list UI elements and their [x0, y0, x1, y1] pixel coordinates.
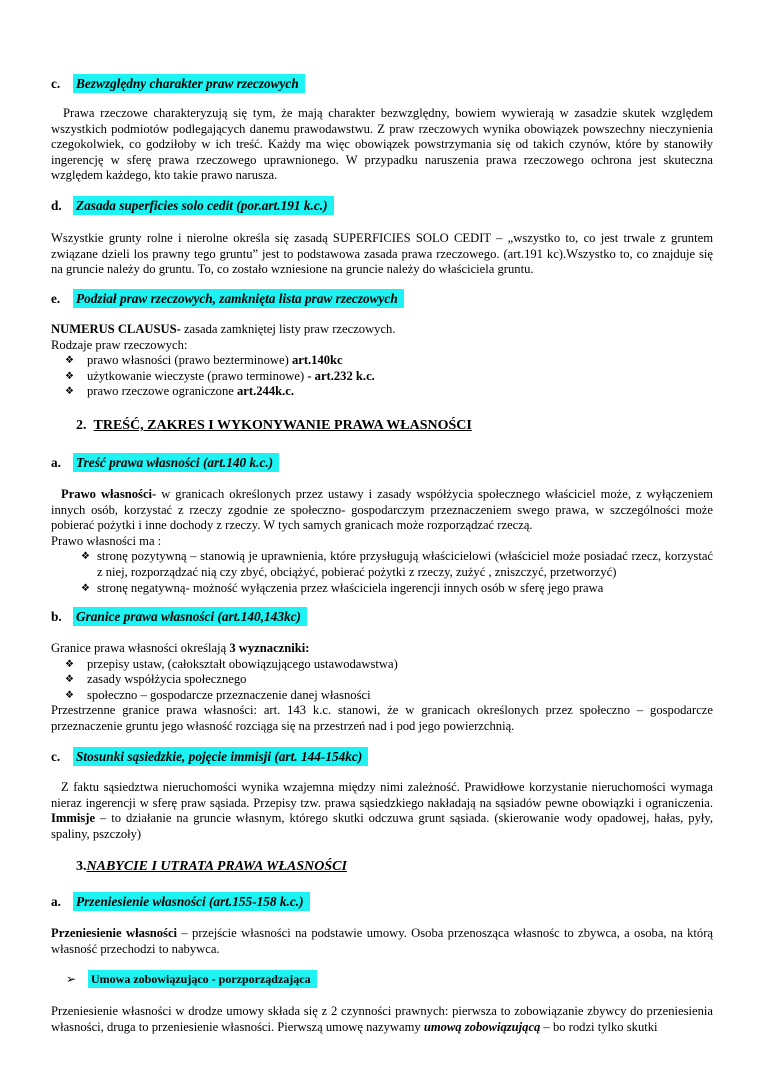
section-2a-paragraph: Prawo własności- w granicach określonych przez ustawy i zasady współżycia społecznego właściciel może, z wyłączeniem innych osób, korzystać z rzeczy zgodnie ze społeczno- gospodarczym przeznaczeniem swego prawa, w szczególności może pobierać pożytki i inne dochody z rzeczy. W tych samych granicach może rozporządzać rzeczą. [51, 487, 713, 533]
section-title: Podział praw rzeczowych, zamknięta lista praw rzeczowych [73, 289, 404, 308]
section-2c-paragraph: Z faktu sąsiedztwa nieruchomości wynika wzajemna między nimi zależność. Prawidłowe korzystanie nieruchomości wymaga nieraz ingerencji w sferę praw sąsiada. Przepisy tzw. prawa sąsiedzkiego nakładają na sąsiadów pewne obowiązki i ograniczenia. Immisje – to działanie na gruncie własnym, którego skutki odczuwa grunt sąsiada. (skierowanie wody opadowej, hałas, pyły, spaliny, pszczoły) [51, 780, 713, 841]
subsection-paragraph: Przeniesienie własności w drodze umowy składa się z 2 czynności prawnych: pierwsza to zobowiązanie zbywcy do przeniesienia własności, druga to przeniesienie własności. Pierwszą umowę nazywamy umową zobowiązującą – bo rodzi tylko skutki [51, 1004, 713, 1034]
section-e-heading [51, 290, 404, 308]
section-letter: c. [51, 76, 61, 91]
section-letter: c. [51, 749, 61, 764]
subsection-heading [66, 972, 317, 987]
diamond-bullet-icon: ❖ [65, 658, 74, 670]
diamond-bullet-icon: ❖ [65, 689, 74, 701]
section-d-paragraph: Wszystkie grunty rolne i nierolne określa się zasadą SUPERFICIES SOLO CEDIT – „wszystko to, co jest trwale z gruntem związane dzieli los prawny tego gruntu” jest to podstawowa zasada prawa rzeczowego. (art.191 kc).Wszystko to, co znajduje się na gruncie należy do gruntu. To, co zostało wzniesione na gruncie należy do właściciela gruntu. [51, 231, 713, 277]
section-3a-heading [51, 893, 310, 911]
section-letter: e. [51, 291, 61, 306]
numerus-clausus-line: NUMERUS CLAUSUS- zasada zamkniętej listy praw rzeczowych. [51, 322, 396, 336]
section-letter: d. [51, 198, 62, 213]
section-c-paragraph: Prawa rzeczowe charakteryzują się tym, że mają charakter bezwzględny, bowiem wywierają w zasadzie skutek względem wszystkich podmiotów podlegających danemu prawodawstwu. Z praw rzeczowych wynika obowiązek powszechny nieczynienia czegokolwiek, co godziłoby w ich treść. Każdy ma więc obowiązek powstrzymania się od takich czynów, które by stanowiły ingerencję w sferę prawa rzeczowego uprawnionego. W przypadku naruszenia prawa rzeczowego ochrona jest skuteczna względem każdego, kto takie prawo narusza. [51, 106, 713, 183]
list-item: ❖ stronę negatywną- możność wyłączenia przez właściciela ingerencji innych osób w sferę jego prawa [81, 581, 604, 596]
subsection-title: Umowa zobowiązująco - porzporządzająca [88, 970, 317, 988]
list-item: ❖ prawo własności (prawo bezterminowe) art.140kc [65, 353, 343, 368]
section-2c-heading [51, 748, 368, 766]
section-2b-body [51, 641, 713, 735]
section-title: Granice prawa własności (art.140,143kc) [73, 607, 307, 626]
section-title: Zasada superficies solo cedit (por.art.191 k.c.) [73, 196, 334, 215]
section-title: Bezwzględny charakter praw rzeczowych [73, 74, 305, 93]
section-2a-heading [51, 454, 279, 472]
list-item: ❖ użytkowanie wieczyste (prawo terminowe) - art.232 k.c. [65, 368, 375, 383]
diamond-bullet-icon: ❖ [65, 355, 74, 367]
section-c-heading [51, 75, 305, 93]
section-2a-intro: Prawo własności ma : [51, 534, 162, 548]
limits-intro: Granice prawa własności określają 3 wyznaczniki: [51, 641, 310, 655]
rights-list [51, 353, 713, 400]
list-item: ❖ stronę pozytywną – stanowią je uprawnienia, które przysługują właścicielowi (właściciel może posiadać rzecz, korzystać z niej, rozporządzać nią czy zbyć, obciążyć, pobierać pożytki z rzeczy, zużyć , zniszczyć, przetworzyć) [81, 549, 713, 579]
list-item: ❖ zasady współżycia społecznego [65, 672, 247, 687]
spatial-limits-paragraph: Przestrzenne granice prawa własności: art. 143 k.c. stanowi, że w granicach określonych przez społeczno – gospodarcze przeznaczenie gruntu jego własność rozciąga się na przestrzeń nad i pod jego powierzchnią. [51, 703, 713, 733]
section-d-heading [51, 197, 334, 215]
rights-intro: Rodzaje praw rzeczowych: [51, 337, 188, 352]
chapter-3-heading: 3.NABYCIE I UTRATA PRAWA WŁASNOŚCI [76, 859, 347, 874]
section-2a-list-wrap [51, 549, 713, 597]
section-3a-paragraph: Przeniesienie własności – przejście własności na podstawie umowy. Osoba przenosząca własnośc to zbywca, a osoba, na którą własność przechodzi to nabywca. [51, 926, 713, 956]
list-item: ❖ społeczno – gospodarcze przeznaczenie danej własności [65, 687, 371, 702]
section-letter: a. [51, 894, 61, 909]
section-letter: b. [51, 609, 62, 624]
section-title: Treść prawa własności (art.140 k.c.) [73, 453, 279, 472]
diamond-bullet-icon: ❖ [65, 386, 74, 398]
section-title: Stosunki sąsiedzkie, pojęcie immisji (art. 144-154kc) [73, 747, 368, 766]
diamond-bullet-icon: ❖ [81, 583, 90, 595]
diamond-bullet-icon: ❖ [81, 551, 90, 562]
ownership-aspects-list [51, 549, 713, 597]
diamond-bullet-icon: ❖ [65, 370, 74, 382]
section-title: Przeniesienie własności (art.155-158 k.c.) [73, 892, 310, 911]
section-e-body [51, 322, 713, 400]
chapter-2-heading: 2. TREŚĆ, ZAKRES I WYKONYWANIE PRAWA WŁASNOŚCI [76, 418, 472, 433]
diamond-bullet-icon: ❖ [65, 674, 74, 686]
section-2b-heading [51, 608, 307, 626]
arrow-bullet-icon: ➢ [66, 972, 77, 986]
list-item: ❖ prawo rzeczowe ograniczone art.244k.c. [65, 384, 295, 399]
section-letter: a. [51, 455, 61, 470]
limits-list [51, 657, 713, 704]
list-item: ❖ przepisy ustaw, (całokształt obowiązującego ustawodawstwa) [65, 656, 398, 671]
